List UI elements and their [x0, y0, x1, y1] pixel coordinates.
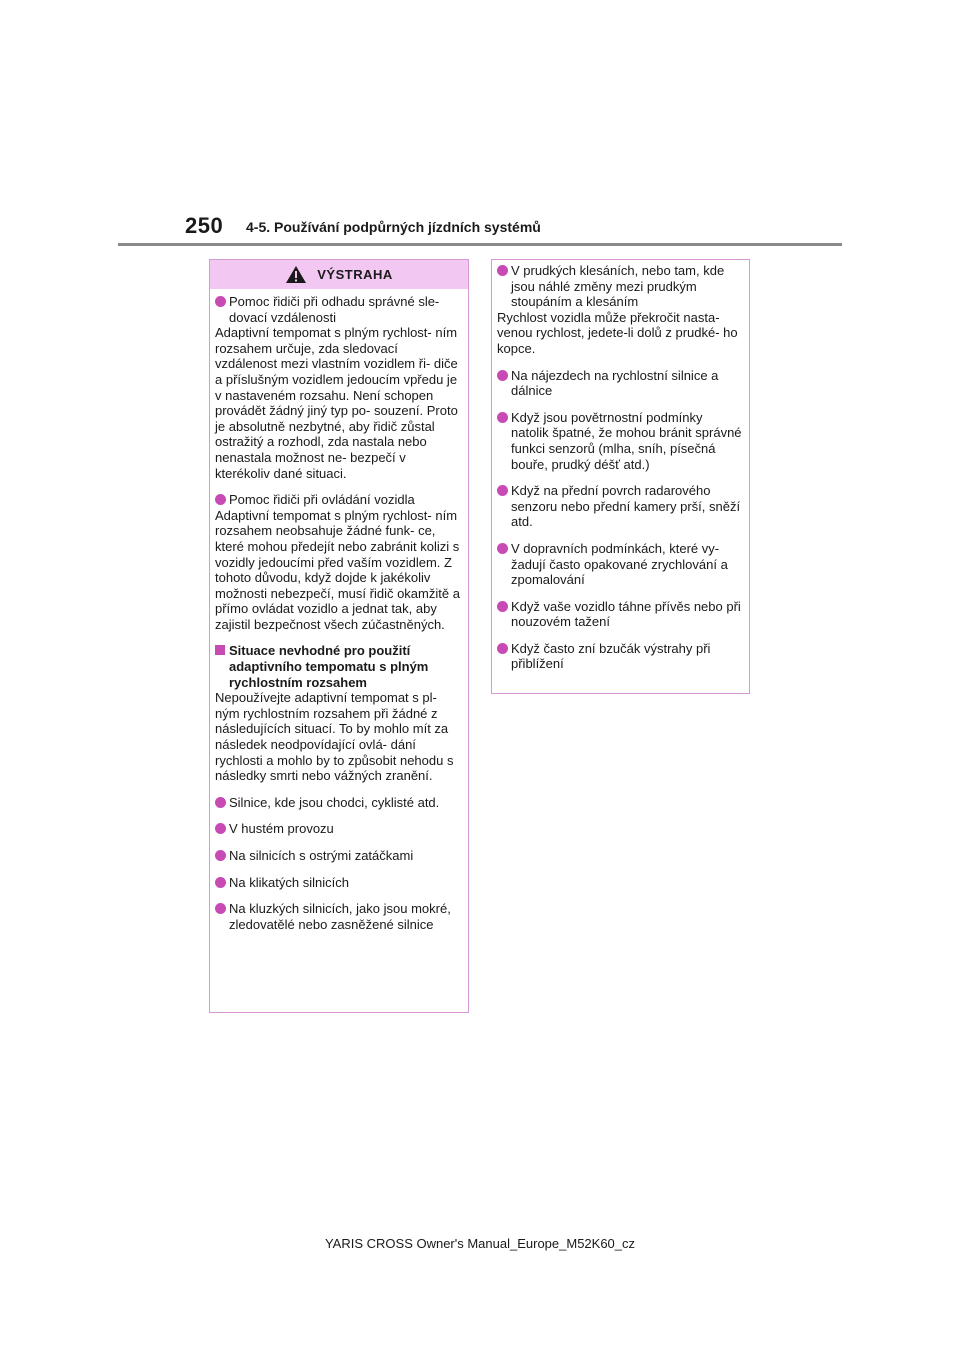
list-item — [497, 641, 743, 672]
list-item — [215, 848, 462, 864]
warning-box-continued — [491, 259, 750, 694]
bullet-item — [215, 492, 462, 508]
paragraph: Adaptivní tempomat s plným rychlost- ním rozsahem neobsahuje žádné funk- ce, které mohou předejít nebo zabránit kolizi s vozidly jedoucími před vaším vozidlem. Z tohoto důvodu, když dojde k jakékoliv možnosti nebezpečí, musí řidič okamžitě a přímo ovládat vozidlo a jednat tak, aby zajistil bezpečnost všech zúčastněných. — [215, 507, 460, 632]
warning-content-left — [210, 289, 468, 932]
bullet-dot — [215, 296, 226, 307]
list-item — [497, 541, 743, 588]
paragraph: Adaptivní tempomat s plným rychlost- ním rozsahem určuje, zda sledovací vzdálenost mezi vlastním vozidlem ři- diče a příslušným vozidlem jedoucím vpředu je v nastaveném rozsahu. Není schopen provádět žádný jiný typ po- souzení. Proto je absolutně nezbytné, aby řidič zůstal ostražitý a rozhodl, zda nastala nebo nenastala možnost ne- bezpečí v kterékoliv dané situaci. — [215, 325, 458, 481]
list-item-text: Když jsou povětrnostní podmínky natolik špatné, že mohou bránit správné funkci senzorů (mlha, sníh, písečná bouře, prudký déšť atd.) — [511, 409, 742, 472]
list-item — [497, 410, 743, 472]
list-item-text: Na silnicích s ostrými zatáčkami — [229, 848, 414, 863]
list-item-text: V hustém provozu — [229, 821, 334, 837]
subheading-text: Situace nevhodné pro použití adaptivního tempomatu s plným rychlostním rozsahem — [229, 643, 429, 690]
warning-triangle-icon — [285, 265, 307, 284]
bullet-item — [215, 294, 462, 325]
list-item-text: Silnice, kde jsou chodci, cyklisté atd. — [229, 794, 440, 810]
list-item — [215, 795, 462, 811]
square-bullet — [215, 645, 225, 655]
warning-title: VÝSTRAHA — [317, 267, 393, 282]
paragraph: Nepoužívejte adaptivní tempomat s pl- ným rychlostním rozsahem při žádné z následujících situací. To by mohlo mít za následek neodpovídající ovlá- dání rychlosti a mohlo by to způsobit nehodu s následky smrti nebo vážných zranění. — [215, 690, 454, 784]
bullet-dot — [215, 494, 226, 505]
list-item-text: Když na přední povrch radarového senzoru nebo přední kamery prší, sněží atd. — [511, 483, 741, 530]
bullet-dot — [497, 370, 508, 381]
list-item — [215, 821, 462, 837]
subheading — [215, 643, 462, 690]
bullet-dot — [497, 601, 508, 612]
list-item — [497, 483, 743, 530]
bullet-title: Pomoc řidiči při odhadu správné sle- dovací vzdálenosti — [229, 294, 440, 325]
bullet-dot — [215, 823, 226, 834]
bullet-dot — [215, 877, 226, 888]
bullet-dot — [215, 850, 226, 861]
header-rule — [118, 243, 842, 246]
bullet-item — [497, 263, 743, 310]
paragraph: Rychlost vozidla může překročit nasta- venou rychlost, jedete-li dolů z prudké- ho kopce. — [497, 309, 738, 356]
section-title: 4-5. Používání podpůrných jízdních systémů — [246, 219, 541, 235]
list-item — [215, 901, 462, 932]
list-item-text: Na nájezdech na rychlostní silnice a dálnice — [511, 367, 719, 399]
list-item-text: Na kluzkých silnicích, jako jsou mokré, zledovatělé nebo zasněžené silnice — [229, 901, 451, 932]
bullet-dot — [497, 412, 508, 423]
bullet-title: Pomoc řidiči při ovládání vozidla — [229, 492, 415, 508]
footer-text: YARIS CROSS Owner's Manual_Europe_M52K60_cz — [324, 1236, 636, 1251]
list-item-text: Když často zní bzučák výstrahy při přiblížení — [511, 640, 711, 672]
page-number: 250 — [185, 213, 224, 238]
warning-content-right — [492, 260, 749, 672]
bullet-dot — [497, 643, 508, 654]
bullet-title: V prudkých klesáních, nebo tam, kde jsou náhlé změny mezi prudkým stoupáním a klesáním — [511, 263, 725, 310]
bullet-dot — [215, 797, 226, 808]
bullet-dot — [497, 543, 508, 554]
warning-header — [210, 260, 468, 289]
warning-box — [209, 259, 469, 1013]
list-item — [497, 368, 743, 399]
list-item — [215, 875, 462, 891]
list-item-text: Když vaše vozidlo táhne přívěs nebo při nouzovém tažení — [511, 598, 741, 630]
list-item — [497, 599, 743, 630]
list-item-text: Na klikatých silnicích — [229, 874, 349, 890]
bullet-dot — [215, 903, 226, 914]
bullet-dot — [497, 485, 508, 496]
bullet-dot — [497, 265, 508, 276]
list-item-text: V dopravních podmínkách, které vy- žadují často opakované zrychlování a zpomalování — [511, 540, 728, 588]
